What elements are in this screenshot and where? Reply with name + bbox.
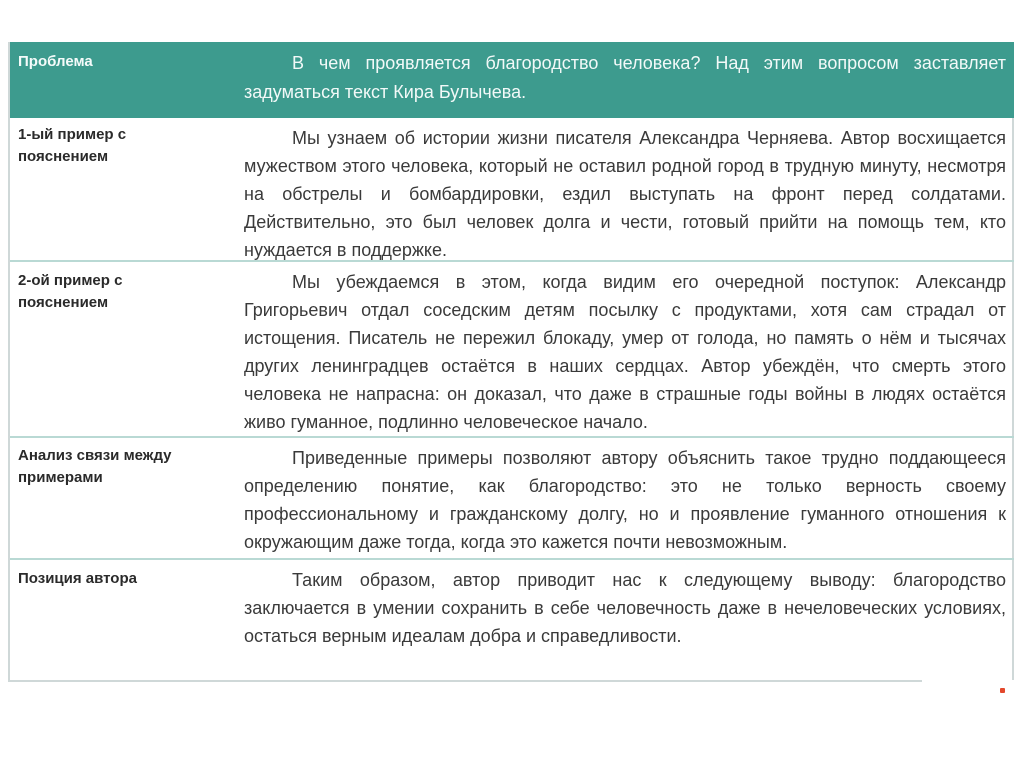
table-row-example-1 <box>10 118 1014 262</box>
row-label: Позиция автора <box>18 570 137 587</box>
table-row-analysis <box>10 438 1014 560</box>
table-row-problem <box>10 42 1014 118</box>
row-label: Проблема <box>18 53 93 70</box>
row-text: Мы убеждаемся в этом, когда видим его очередной поступок: Александр Григорьевич отдал соседским детям посылку с продуктами, хотя сам страдал от истощения. Писатель не пережил блокаду, умер от голода, но память о нём и тысячах других ленинградцев остаётся в наших сердцах. Автор убеждён, что смерть этого человека не напрасна: он доказал, что даже в страшные годы войны в людях остаётся живо гуманное, подлинно человеческое начало. <box>244 272 1006 432</box>
corner-mark-dot <box>1000 688 1005 693</box>
row-text: В чем проявляется благородство человека? Над этим вопросом заставляет задуматься текст Кира Булычева. <box>244 53 1006 102</box>
row-text: Таким образом, автор приводит нас к следующему выводу: благородство заключается в умении сохранить в себе человечность даже в нечеловеческих условиях, остаться верным идеалам добра и справедливости. <box>244 570 1006 646</box>
row-label: 1-ый пример с пояснением <box>18 126 127 165</box>
row-text: Мы узнаем об истории жизни писателя Александра Черняева. Автор восхищается мужеством этого человека, который не оставил родной город в трудную минуту, несмотря на обстрелы и бомбардировки, ездил выступать на фронт перед солдатами. Действительно, это был человек долга и чести, готовый прийти на помощь тем, кто нуждается в поддержке. <box>244 128 1006 260</box>
row-label: 2-ой пример с пояснением <box>18 272 123 311</box>
row-label: Анализ связи между примерами <box>18 447 172 486</box>
row-text: Приведенные примеры позволяют автору объяснить такое трудно поддающееся определению понятие, как благородство: это не только верность своему профессиональному и гражданскому долгу, но и проявление гуманного отношения к окружающим даже тогда, когда это кажется почти невозможным. <box>244 448 1006 552</box>
table-row-author-position <box>10 560 1014 682</box>
essay-plan-table <box>8 42 1014 682</box>
table-row-example-2 <box>10 262 1014 438</box>
